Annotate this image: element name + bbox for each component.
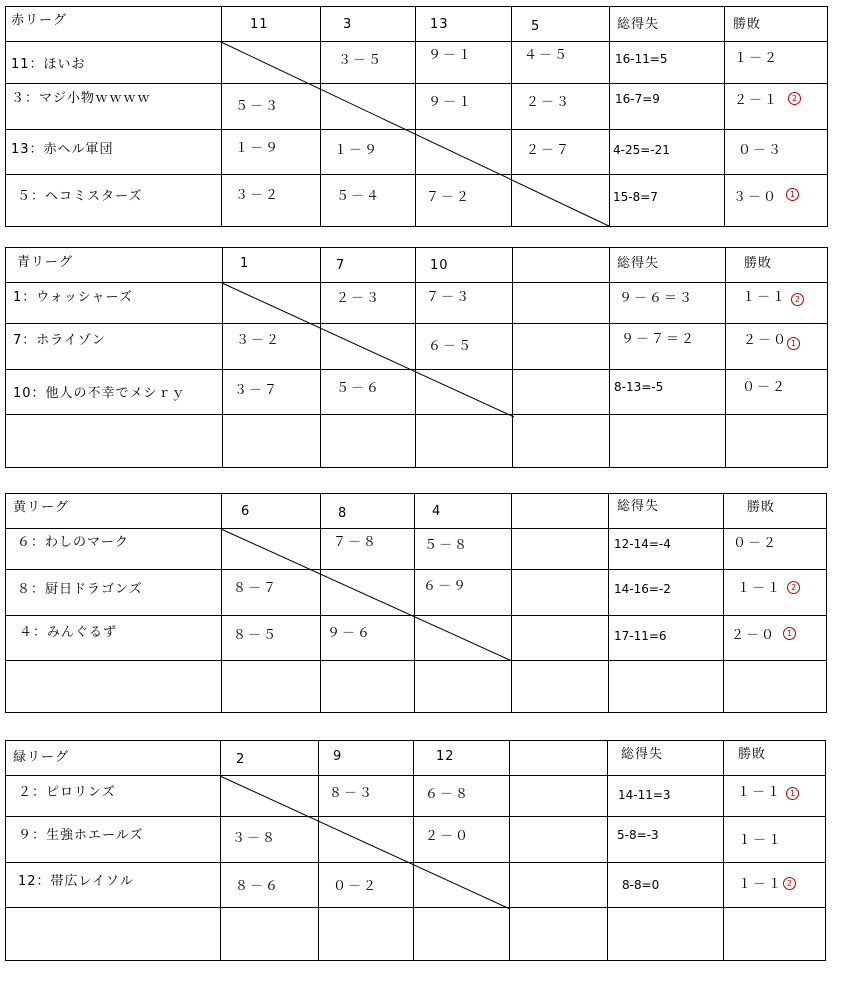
score-cell: ６－８: [425, 787, 471, 802]
total-cell: 14-11=3: [618, 788, 671, 802]
score-cell: ８－５: [233, 628, 279, 643]
col-header-total: 総得失: [617, 17, 660, 32]
col-header-total: 総得失: [621, 747, 664, 762]
score-cell: １－９: [235, 141, 281, 156]
total-cell: 8-13=-5: [614, 380, 664, 394]
score-cell: ２－７: [526, 143, 572, 158]
score-cell: ９－１: [428, 48, 474, 63]
score-cell: ８－６: [235, 879, 281, 894]
rank-mark: 2: [783, 877, 796, 890]
win-loss-cell: ０－２: [733, 536, 779, 551]
score-cell: ２－０: [425, 829, 471, 844]
col-header-team: 12: [436, 749, 455, 764]
team-name: 11：ほいお: [11, 57, 86, 72]
score-cell: ３－７: [234, 383, 280, 398]
score-cell: ３－８: [232, 831, 278, 846]
col-header-team: 8: [338, 506, 348, 521]
league-title: 赤リーグ: [11, 13, 68, 28]
team-name: 7：ホライゾン: [13, 333, 106, 348]
score-cell: ６－９: [423, 579, 469, 594]
score-cell: ２－３: [526, 95, 572, 110]
team-name: 12：帯広レイソル: [18, 874, 134, 889]
score-cell: ３－２: [236, 333, 282, 348]
total-cell: 8-8=0: [622, 878, 660, 892]
col-header-team: 6: [241, 504, 251, 519]
win-loss-cell: ０－３: [738, 143, 784, 158]
score-cell: １－９: [334, 143, 380, 158]
col-header-team: 13: [430, 17, 449, 32]
win-loss-cell: １－１: [737, 581, 783, 596]
win-loss-cell: １－２: [734, 51, 780, 66]
score-cell: ８－３: [329, 786, 375, 801]
col-header-total: 総得失: [617, 499, 660, 514]
score-cell: ０－２: [333, 879, 379, 894]
score-cell: ２－３: [336, 291, 382, 306]
col-header-team: 10: [430, 258, 449, 273]
win-loss-cell: １－１: [737, 785, 783, 800]
score-cell: ６－５: [428, 339, 474, 354]
col-header-team: 7: [336, 258, 346, 273]
rank-mark: 2: [788, 92, 801, 105]
team-name: ４：みんぐるず: [19, 625, 118, 640]
col-header-team: 3: [343, 17, 353, 32]
col-header-win-loss: 勝敗: [738, 747, 767, 762]
score-cell: ８－７: [233, 581, 279, 596]
score-cell: ９－１: [428, 95, 474, 110]
team-name: ３：マジ小物ｗｗｗｗ: [11, 91, 152, 106]
total-cell: 15-8=7: [613, 190, 658, 204]
table-grid: [0, 247, 830, 472]
score-cell: ７－２: [426, 190, 472, 205]
score-cell: ９－６: [327, 626, 373, 641]
win-loss-cell: ０－２: [742, 380, 788, 395]
total-cell: 16-11=5: [615, 52, 668, 66]
col-header-team: 9: [333, 749, 343, 764]
score-cell: ３－２: [235, 188, 281, 203]
table-grid: [0, 740, 830, 965]
team-name: 10：他人の不幸でメシｒｙ: [13, 386, 186, 401]
col-header-team: 1: [240, 256, 250, 271]
score-cell: ５－８: [424, 538, 470, 553]
score-cell: ５－４: [336, 189, 382, 204]
col-header-team: 5: [531, 19, 541, 34]
score-cell: ７－３: [426, 290, 472, 305]
score-cell: ７－８: [333, 535, 379, 550]
total-cell: 14-16=-2: [614, 582, 671, 596]
table-grid: [0, 493, 830, 718]
total-cell: 5-8=-3: [617, 828, 659, 842]
win-loss-cell: ２－０: [731, 628, 777, 643]
win-loss-cell: １－１: [738, 833, 784, 848]
col-header-total: 総得失: [617, 256, 660, 271]
rank-mark: 1: [783, 627, 796, 640]
col-header-win-loss: 勝敗: [733, 17, 762, 32]
total-cell: ９－７＝２: [621, 332, 697, 347]
team-name: 1：ウォッシャーズ: [13, 290, 133, 305]
score-cell: ５－６: [336, 381, 382, 396]
col-header-team: 2: [236, 752, 246, 767]
rank-mark: 1: [786, 188, 799, 201]
win-loss-cell: ３－０: [733, 190, 779, 205]
col-header-team: 4: [432, 504, 442, 519]
win-loss-cell: １－１: [738, 877, 784, 892]
win-loss-cell: １－１: [742, 290, 788, 305]
score-cell: ３－５: [338, 53, 384, 68]
team-name: ５：ヘコミスターズ: [17, 189, 143, 204]
rank-mark: 1: [787, 337, 800, 350]
team-name: ２：ピロリンズ: [18, 785, 116, 800]
team-name: 13：赤ヘル軍団: [11, 142, 114, 157]
col-header-team: 11: [250, 17, 269, 32]
score-cell: ５－３: [235, 99, 281, 114]
win-loss-cell: ２－１: [734, 93, 780, 108]
score-cell: ４－５: [524, 48, 570, 63]
league-title: 青リーグ: [17, 255, 74, 270]
team-name: ９：生強ホエールズ: [18, 828, 144, 843]
rank-mark: 2: [791, 293, 804, 306]
league-title: 緑リーグ: [13, 750, 70, 765]
team-name: ８：厨日ドラゴンズ: [17, 582, 143, 597]
total-cell: 12-14=-4: [614, 537, 671, 551]
total-cell: ９－６＝３: [619, 291, 695, 306]
total-cell: 4-25=-21: [613, 143, 670, 157]
win-loss-cell: ２－０: [743, 333, 789, 348]
team-name: ６：わしのマーク: [17, 535, 130, 550]
total-cell: 16-7=9: [615, 92, 660, 106]
rank-mark: 2: [787, 581, 800, 594]
league-title: 黄リーグ: [13, 500, 70, 515]
col-header-win-loss: 勝敗: [747, 500, 776, 515]
total-cell: 17-11=6: [614, 629, 667, 643]
rank-mark: 1: [786, 787, 799, 800]
col-header-win-loss: 勝敗: [744, 256, 773, 271]
